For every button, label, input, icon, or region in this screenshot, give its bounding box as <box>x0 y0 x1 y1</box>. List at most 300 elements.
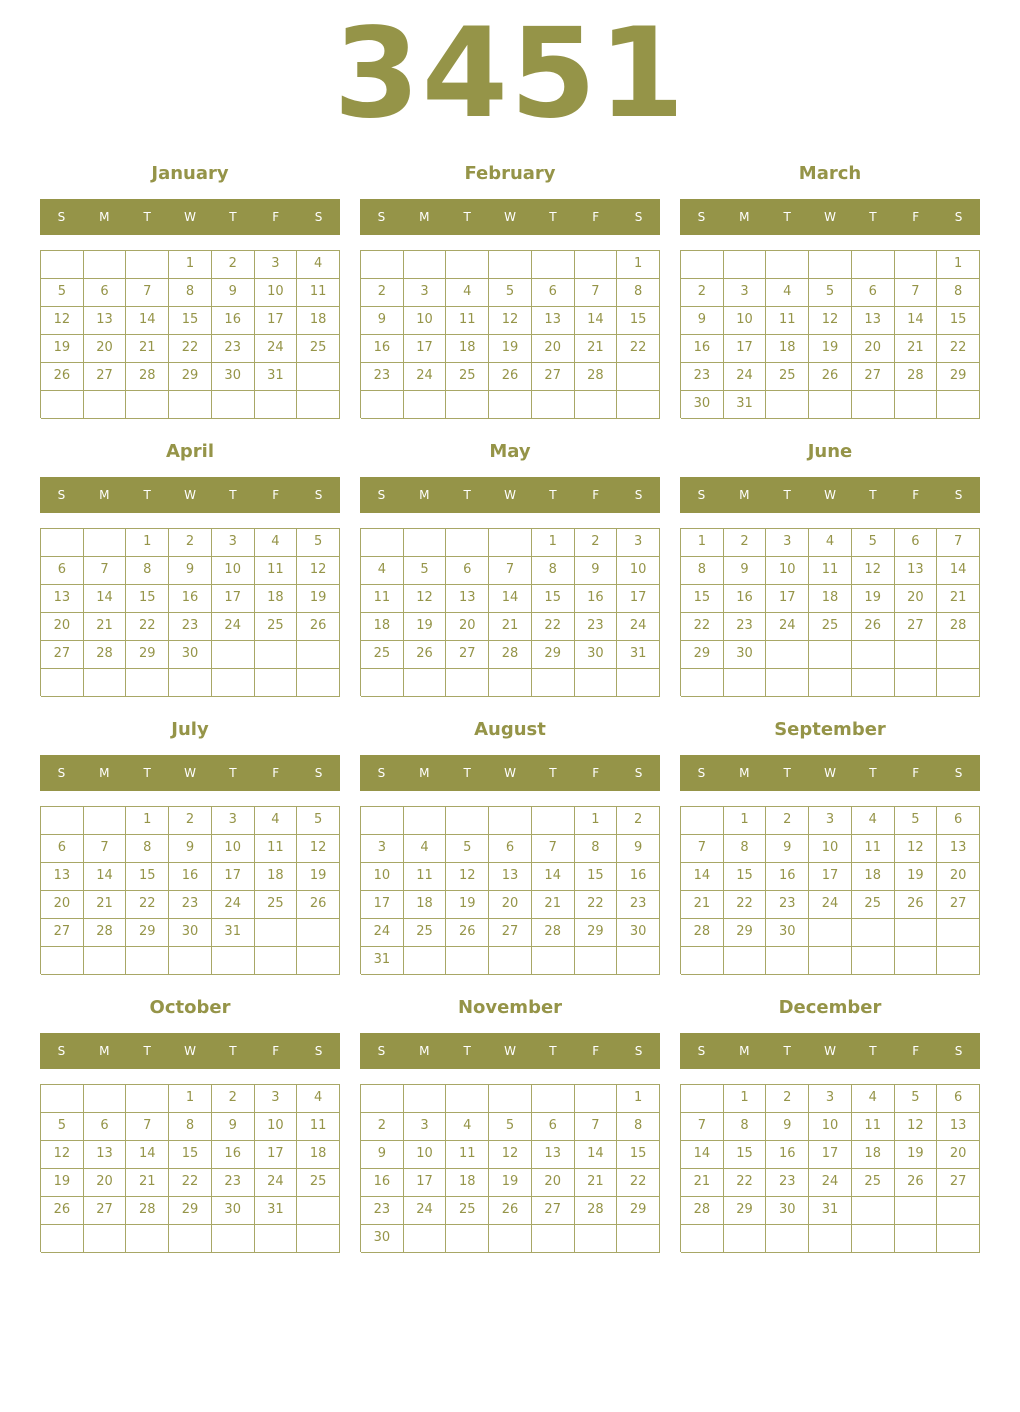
day-cell[interactable]: 9 <box>361 307 404 335</box>
day-cell[interactable]: 24 <box>766 613 809 641</box>
day-cell[interactable]: 21 <box>126 335 169 363</box>
day-cell[interactable]: 24 <box>724 363 767 391</box>
day-cell[interactable]: 16 <box>361 1169 404 1197</box>
day-cell[interactable]: 13 <box>532 307 575 335</box>
day-cell[interactable]: 26 <box>895 891 938 919</box>
day-cell[interactable]: 5 <box>404 557 447 585</box>
day-cell[interactable]: 3 <box>766 529 809 557</box>
day-cell[interactable]: 22 <box>617 1169 660 1197</box>
day-cell[interactable]: 17 <box>404 1169 447 1197</box>
day-cell[interactable]: 11 <box>361 585 404 613</box>
day-cell[interactable]: 15 <box>681 585 724 613</box>
day-cell[interactable]: 25 <box>255 613 298 641</box>
day-cell[interactable]: 28 <box>895 363 938 391</box>
day-cell[interactable]: 1 <box>126 529 169 557</box>
day-cell[interactable]: 3 <box>617 529 660 557</box>
day-cell[interactable]: 20 <box>41 891 84 919</box>
day-cell[interactable]: 23 <box>617 891 660 919</box>
day-cell[interactable]: 27 <box>852 363 895 391</box>
day-cell[interactable]: 20 <box>532 1169 575 1197</box>
day-cell[interactable]: 3 <box>212 807 255 835</box>
day-cell[interactable]: 16 <box>361 335 404 363</box>
day-cell[interactable]: 7 <box>84 835 127 863</box>
day-cell[interactable]: 31 <box>617 641 660 669</box>
day-cell[interactable]: 24 <box>809 891 852 919</box>
day-cell[interactable]: 9 <box>212 279 255 307</box>
day-cell[interactable]: 17 <box>212 585 255 613</box>
day-cell[interactable]: 6 <box>489 835 532 863</box>
day-cell[interactable]: 29 <box>532 641 575 669</box>
day-cell[interactable]: 25 <box>255 891 298 919</box>
day-cell[interactable]: 16 <box>169 585 212 613</box>
day-cell[interactable]: 30 <box>766 919 809 947</box>
day-cell[interactable]: 31 <box>255 363 298 391</box>
day-cell[interactable]: 17 <box>255 307 298 335</box>
day-cell[interactable]: 5 <box>895 807 938 835</box>
day-cell[interactable]: 5 <box>41 279 84 307</box>
day-cell[interactable]: 5 <box>489 1113 532 1141</box>
day-cell[interactable]: 4 <box>766 279 809 307</box>
day-cell[interactable]: 3 <box>809 1085 852 1113</box>
day-cell[interactable]: 1 <box>724 807 767 835</box>
day-cell[interactable]: 11 <box>404 863 447 891</box>
day-cell[interactable]: 27 <box>532 363 575 391</box>
day-cell[interactable]: 18 <box>297 307 340 335</box>
day-cell[interactable]: 12 <box>446 863 489 891</box>
day-cell[interactable]: 19 <box>852 585 895 613</box>
day-cell[interactable]: 7 <box>532 835 575 863</box>
day-cell[interactable]: 7 <box>126 1113 169 1141</box>
day-cell[interactable]: 22 <box>617 335 660 363</box>
day-cell[interactable]: 19 <box>41 335 84 363</box>
day-cell[interactable]: 12 <box>297 835 340 863</box>
day-cell[interactable]: 6 <box>84 1113 127 1141</box>
day-cell[interactable]: 11 <box>446 1141 489 1169</box>
day-cell[interactable]: 21 <box>895 335 938 363</box>
day-cell[interactable]: 14 <box>532 863 575 891</box>
day-cell[interactable]: 10 <box>617 557 660 585</box>
day-cell[interactable]: 23 <box>212 1169 255 1197</box>
day-cell[interactable]: 20 <box>895 585 938 613</box>
day-cell[interactable]: 13 <box>937 1113 980 1141</box>
day-cell[interactable]: 23 <box>575 613 618 641</box>
day-cell[interactable]: 28 <box>126 1197 169 1225</box>
day-cell[interactable]: 4 <box>255 529 298 557</box>
day-cell[interactable]: 21 <box>84 891 127 919</box>
day-cell[interactable]: 30 <box>169 919 212 947</box>
day-cell[interactable]: 20 <box>937 863 980 891</box>
day-cell[interactable]: 23 <box>169 891 212 919</box>
day-cell[interactable]: 2 <box>361 1113 404 1141</box>
day-cell[interactable]: 27 <box>895 613 938 641</box>
day-cell[interactable]: 2 <box>766 807 809 835</box>
day-cell[interactable]: 13 <box>489 863 532 891</box>
day-cell[interactable]: 19 <box>489 1169 532 1197</box>
day-cell[interactable]: 8 <box>126 557 169 585</box>
day-cell[interactable]: 2 <box>724 529 767 557</box>
day-cell[interactable]: 1 <box>681 529 724 557</box>
day-cell[interactable]: 23 <box>212 335 255 363</box>
day-cell[interactable]: 23 <box>169 613 212 641</box>
day-cell[interactable]: 28 <box>575 363 618 391</box>
day-cell[interactable]: 7 <box>575 1113 618 1141</box>
day-cell[interactable]: 23 <box>361 363 404 391</box>
day-cell[interactable]: 10 <box>404 307 447 335</box>
day-cell[interactable]: 29 <box>937 363 980 391</box>
day-cell[interactable]: 1 <box>169 251 212 279</box>
day-cell[interactable]: 12 <box>489 307 532 335</box>
day-cell[interactable]: 30 <box>361 1225 404 1253</box>
day-cell[interactable]: 11 <box>852 835 895 863</box>
day-cell[interactable]: 4 <box>361 557 404 585</box>
day-cell[interactable]: 20 <box>489 891 532 919</box>
day-cell[interactable]: 9 <box>169 835 212 863</box>
day-cell[interactable]: 4 <box>255 807 298 835</box>
day-cell[interactable]: 2 <box>681 279 724 307</box>
day-cell[interactable]: 1 <box>617 251 660 279</box>
day-cell[interactable]: 1 <box>617 1085 660 1113</box>
day-cell[interactable]: 6 <box>84 279 127 307</box>
day-cell[interactable]: 10 <box>809 1113 852 1141</box>
day-cell[interactable]: 16 <box>681 335 724 363</box>
day-cell[interactable]: 25 <box>852 1169 895 1197</box>
day-cell[interactable]: 17 <box>766 585 809 613</box>
day-cell[interactable]: 18 <box>361 613 404 641</box>
day-cell[interactable]: 24 <box>212 891 255 919</box>
day-cell[interactable]: 25 <box>852 891 895 919</box>
day-cell[interactable]: 26 <box>297 613 340 641</box>
day-cell[interactable]: 14 <box>895 307 938 335</box>
day-cell[interactable]: 24 <box>255 1169 298 1197</box>
day-cell[interactable]: 3 <box>809 807 852 835</box>
day-cell[interactable]: 11 <box>809 557 852 585</box>
day-cell[interactable]: 8 <box>681 557 724 585</box>
day-cell[interactable]: 22 <box>724 1169 767 1197</box>
day-cell[interactable]: 22 <box>575 891 618 919</box>
day-cell[interactable]: 15 <box>169 1141 212 1169</box>
day-cell[interactable]: 4 <box>446 279 489 307</box>
day-cell[interactable]: 4 <box>809 529 852 557</box>
day-cell[interactable]: 13 <box>895 557 938 585</box>
day-cell[interactable]: 7 <box>126 279 169 307</box>
day-cell[interactable]: 22 <box>681 613 724 641</box>
day-cell[interactable]: 29 <box>681 641 724 669</box>
day-cell[interactable]: 13 <box>84 307 127 335</box>
day-cell[interactable]: 21 <box>575 335 618 363</box>
day-cell[interactable]: 4 <box>852 807 895 835</box>
day-cell[interactable]: 9 <box>724 557 767 585</box>
day-cell[interactable]: 6 <box>895 529 938 557</box>
day-cell[interactable]: 19 <box>489 335 532 363</box>
day-cell[interactable]: 29 <box>126 641 169 669</box>
day-cell[interactable]: 18 <box>297 1141 340 1169</box>
day-cell[interactable]: 12 <box>852 557 895 585</box>
day-cell[interactable]: 21 <box>575 1169 618 1197</box>
day-cell[interactable]: 17 <box>404 335 447 363</box>
day-cell[interactable]: 9 <box>681 307 724 335</box>
day-cell[interactable]: 22 <box>169 1169 212 1197</box>
day-cell[interactable]: 28 <box>489 641 532 669</box>
day-cell[interactable]: 13 <box>852 307 895 335</box>
day-cell[interactable]: 26 <box>489 1197 532 1225</box>
day-cell[interactable]: 28 <box>575 1197 618 1225</box>
day-cell[interactable]: 17 <box>255 1141 298 1169</box>
day-cell[interactable]: 17 <box>724 335 767 363</box>
day-cell[interactable]: 18 <box>404 891 447 919</box>
day-cell[interactable]: 19 <box>41 1169 84 1197</box>
day-cell[interactable]: 14 <box>575 307 618 335</box>
day-cell[interactable]: 20 <box>852 335 895 363</box>
day-cell[interactable]: 17 <box>361 891 404 919</box>
day-cell[interactable]: 25 <box>404 919 447 947</box>
day-cell[interactable]: 29 <box>126 919 169 947</box>
day-cell[interactable]: 22 <box>937 335 980 363</box>
day-cell[interactable]: 17 <box>809 1141 852 1169</box>
day-cell[interactable]: 7 <box>681 835 724 863</box>
day-cell[interactable]: 14 <box>126 1141 169 1169</box>
day-cell[interactable]: 8 <box>575 835 618 863</box>
day-cell[interactable]: 13 <box>532 1141 575 1169</box>
day-cell[interactable]: 22 <box>126 891 169 919</box>
day-cell[interactable]: 29 <box>617 1197 660 1225</box>
day-cell[interactable]: 7 <box>937 529 980 557</box>
day-cell[interactable]: 26 <box>41 363 84 391</box>
day-cell[interactable]: 19 <box>404 613 447 641</box>
day-cell[interactable]: 5 <box>809 279 852 307</box>
day-cell[interactable]: 31 <box>809 1197 852 1225</box>
day-cell[interactable]: 6 <box>937 1085 980 1113</box>
day-cell[interactable]: 5 <box>297 529 340 557</box>
day-cell[interactable]: 16 <box>724 585 767 613</box>
day-cell[interactable]: 14 <box>84 585 127 613</box>
day-cell[interactable]: 4 <box>297 1085 340 1113</box>
day-cell[interactable]: 19 <box>895 1141 938 1169</box>
day-cell[interactable]: 14 <box>681 1141 724 1169</box>
day-cell[interactable]: 24 <box>404 1197 447 1225</box>
day-cell[interactable]: 15 <box>126 585 169 613</box>
day-cell[interactable]: 12 <box>895 835 938 863</box>
day-cell[interactable]: 25 <box>446 363 489 391</box>
day-cell[interactable]: 30 <box>617 919 660 947</box>
day-cell[interactable]: 19 <box>446 891 489 919</box>
day-cell[interactable]: 1 <box>169 1085 212 1113</box>
day-cell[interactable]: 17 <box>617 585 660 613</box>
day-cell[interactable]: 1 <box>575 807 618 835</box>
day-cell[interactable]: 16 <box>212 1141 255 1169</box>
day-cell[interactable]: 30 <box>575 641 618 669</box>
day-cell[interactable]: 11 <box>297 1113 340 1141</box>
day-cell[interactable]: 25 <box>446 1197 489 1225</box>
day-cell[interactable]: 8 <box>724 835 767 863</box>
day-cell[interactable]: 24 <box>255 335 298 363</box>
day-cell[interactable]: 10 <box>212 557 255 585</box>
day-cell[interactable]: 10 <box>724 307 767 335</box>
day-cell[interactable]: 31 <box>255 1197 298 1225</box>
day-cell[interactable]: 2 <box>766 1085 809 1113</box>
day-cell[interactable]: 13 <box>84 1141 127 1169</box>
day-cell[interactable]: 28 <box>937 613 980 641</box>
day-cell[interactable]: 19 <box>297 863 340 891</box>
day-cell[interactable]: 17 <box>809 863 852 891</box>
day-cell[interactable]: 25 <box>766 363 809 391</box>
day-cell[interactable]: 29 <box>724 1197 767 1225</box>
day-cell[interactable]: 6 <box>41 835 84 863</box>
day-cell[interactable]: 3 <box>404 279 447 307</box>
day-cell[interactable]: 27 <box>489 919 532 947</box>
day-cell[interactable]: 29 <box>575 919 618 947</box>
day-cell[interactable]: 7 <box>895 279 938 307</box>
day-cell[interactable]: 26 <box>297 891 340 919</box>
day-cell[interactable]: 25 <box>297 1169 340 1197</box>
day-cell[interactable]: 16 <box>766 1141 809 1169</box>
day-cell[interactable]: 15 <box>937 307 980 335</box>
day-cell[interactable]: 15 <box>724 863 767 891</box>
day-cell[interactable]: 15 <box>724 1141 767 1169</box>
day-cell[interactable]: 27 <box>937 891 980 919</box>
day-cell[interactable]: 5 <box>895 1085 938 1113</box>
day-cell[interactable]: 11 <box>255 835 298 863</box>
day-cell[interactable]: 18 <box>852 1141 895 1169</box>
day-cell[interactable]: 29 <box>724 919 767 947</box>
day-cell[interactable]: 9 <box>169 557 212 585</box>
day-cell[interactable]: 1 <box>937 251 980 279</box>
day-cell[interactable]: 10 <box>255 1113 298 1141</box>
day-cell[interactable]: 14 <box>489 585 532 613</box>
day-cell[interactable]: 16 <box>169 863 212 891</box>
day-cell[interactable]: 23 <box>766 1169 809 1197</box>
day-cell[interactable]: 13 <box>937 835 980 863</box>
day-cell[interactable]: 26 <box>489 363 532 391</box>
day-cell[interactable]: 12 <box>895 1113 938 1141</box>
day-cell[interactable]: 2 <box>361 279 404 307</box>
day-cell[interactable]: 11 <box>297 279 340 307</box>
day-cell[interactable]: 8 <box>617 279 660 307</box>
day-cell[interactable]: 5 <box>852 529 895 557</box>
day-cell[interactable]: 19 <box>809 335 852 363</box>
day-cell[interactable]: 18 <box>766 335 809 363</box>
day-cell[interactable]: 6 <box>532 279 575 307</box>
day-cell[interactable]: 24 <box>361 919 404 947</box>
day-cell[interactable]: 10 <box>404 1141 447 1169</box>
day-cell[interactable]: 28 <box>681 919 724 947</box>
day-cell[interactable]: 27 <box>446 641 489 669</box>
day-cell[interactable]: 8 <box>126 835 169 863</box>
day-cell[interactable]: 22 <box>126 613 169 641</box>
day-cell[interactable]: 16 <box>575 585 618 613</box>
day-cell[interactable]: 2 <box>575 529 618 557</box>
day-cell[interactable]: 10 <box>766 557 809 585</box>
day-cell[interactable]: 29 <box>169 363 212 391</box>
day-cell[interactable]: 28 <box>126 363 169 391</box>
day-cell[interactable]: 2 <box>212 251 255 279</box>
day-cell[interactable]: 5 <box>446 835 489 863</box>
day-cell[interactable]: 15 <box>126 863 169 891</box>
day-cell[interactable]: 6 <box>41 557 84 585</box>
day-cell[interactable]: 1 <box>724 1085 767 1113</box>
day-cell[interactable]: 19 <box>297 585 340 613</box>
day-cell[interactable]: 9 <box>212 1113 255 1141</box>
day-cell[interactable]: 30 <box>212 1197 255 1225</box>
day-cell[interactable]: 8 <box>169 1113 212 1141</box>
day-cell[interactable]: 3 <box>255 251 298 279</box>
day-cell[interactable]: 8 <box>724 1113 767 1141</box>
day-cell[interactable]: 12 <box>489 1141 532 1169</box>
day-cell[interactable]: 14 <box>681 863 724 891</box>
day-cell[interactable]: 2 <box>212 1085 255 1113</box>
day-cell[interactable]: 7 <box>681 1113 724 1141</box>
day-cell[interactable]: 27 <box>84 1197 127 1225</box>
day-cell[interactable]: 20 <box>937 1141 980 1169</box>
day-cell[interactable]: 6 <box>446 557 489 585</box>
day-cell[interactable]: 10 <box>212 835 255 863</box>
day-cell[interactable]: 3 <box>724 279 767 307</box>
day-cell[interactable]: 28 <box>84 641 127 669</box>
day-cell[interactable]: 2 <box>169 529 212 557</box>
day-cell[interactable]: 10 <box>361 863 404 891</box>
day-cell[interactable]: 16 <box>766 863 809 891</box>
day-cell[interactable]: 16 <box>212 307 255 335</box>
day-cell[interactable]: 3 <box>255 1085 298 1113</box>
day-cell[interactable]: 6 <box>532 1113 575 1141</box>
day-cell[interactable]: 12 <box>404 585 447 613</box>
day-cell[interactable]: 18 <box>446 1169 489 1197</box>
day-cell[interactable]: 18 <box>255 863 298 891</box>
day-cell[interactable]: 27 <box>84 363 127 391</box>
day-cell[interactable]: 15 <box>575 863 618 891</box>
day-cell[interactable]: 29 <box>169 1197 212 1225</box>
day-cell[interactable]: 20 <box>532 335 575 363</box>
day-cell[interactable]: 11 <box>255 557 298 585</box>
day-cell[interactable]: 22 <box>532 613 575 641</box>
day-cell[interactable]: 27 <box>41 641 84 669</box>
day-cell[interactable]: 13 <box>41 585 84 613</box>
day-cell[interactable]: 8 <box>937 279 980 307</box>
day-cell[interactable]: 21 <box>84 613 127 641</box>
day-cell[interactable]: 7 <box>84 557 127 585</box>
day-cell[interactable]: 1 <box>532 529 575 557</box>
day-cell[interactable]: 23 <box>361 1197 404 1225</box>
day-cell[interactable]: 12 <box>41 1141 84 1169</box>
day-cell[interactable]: 3 <box>361 835 404 863</box>
day-cell[interactable]: 26 <box>446 919 489 947</box>
day-cell[interactable]: 27 <box>937 1169 980 1197</box>
day-cell[interactable]: 9 <box>766 835 809 863</box>
day-cell[interactable]: 11 <box>446 307 489 335</box>
day-cell[interactable]: 21 <box>681 891 724 919</box>
day-cell[interactable]: 19 <box>895 863 938 891</box>
day-cell[interactable]: 6 <box>852 279 895 307</box>
day-cell[interactable]: 28 <box>532 919 575 947</box>
day-cell[interactable]: 4 <box>446 1113 489 1141</box>
day-cell[interactable]: 23 <box>681 363 724 391</box>
day-cell[interactable]: 13 <box>446 585 489 613</box>
day-cell[interactable]: 18 <box>809 585 852 613</box>
day-cell[interactable]: 15 <box>532 585 575 613</box>
day-cell[interactable]: 28 <box>84 919 127 947</box>
day-cell[interactable]: 18 <box>446 335 489 363</box>
day-cell[interactable]: 14 <box>575 1141 618 1169</box>
day-cell[interactable]: 7 <box>489 557 532 585</box>
day-cell[interactable]: 24 <box>617 613 660 641</box>
day-cell[interactable]: 8 <box>617 1113 660 1141</box>
day-cell[interactable]: 9 <box>575 557 618 585</box>
day-cell[interactable]: 25 <box>297 335 340 363</box>
day-cell[interactable]: 9 <box>766 1113 809 1141</box>
day-cell[interactable]: 5 <box>489 279 532 307</box>
day-cell[interactable]: 5 <box>297 807 340 835</box>
day-cell[interactable]: 11 <box>852 1113 895 1141</box>
day-cell[interactable]: 3 <box>212 529 255 557</box>
